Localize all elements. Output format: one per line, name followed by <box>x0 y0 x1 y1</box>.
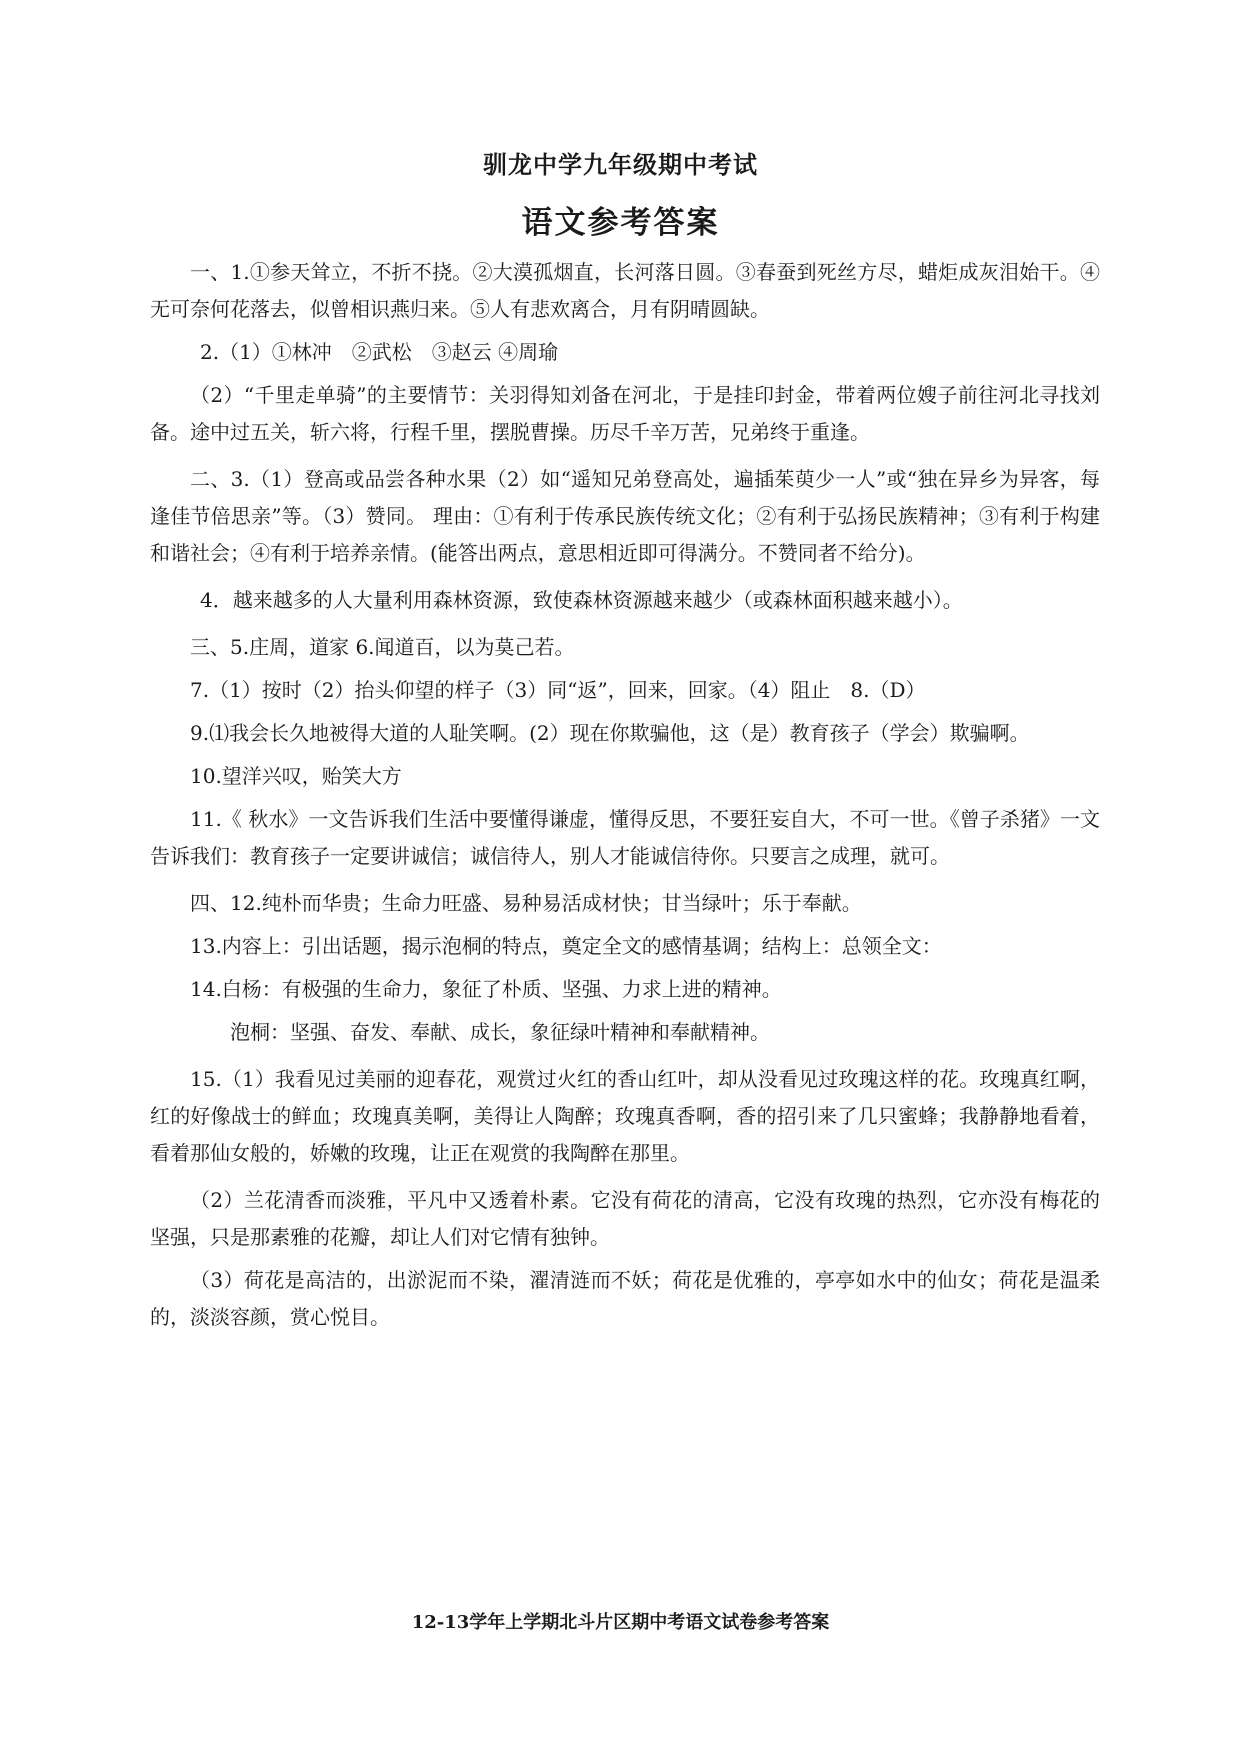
answer-paragraph-10: 11.《 秋水》一文告诉我们生活中要懂得谦虚，懂得反思，不要狂妄自大，不可一世。《曾子杀猪》一文告诉我们：教育孩子一定要讲诚信；诚信待人，别人才能诚信待你。只要言之成理，就可。 <box>150 807 1100 868</box>
answer-paragraph-13: 14.白杨：有极强的生命力，象征了朴质、坚强、力求上进的精神。 <box>190 977 782 1001</box>
answer-paragraph-15: 15.（1）我看见过美丽的迎春花，观赏过火红的香山红叶，却从没看见过玫瑰这样的花。玫瑰真红啊，红的好像战士的鲜血；玫瑰真美啊，美得让人陶醉；玫瑰真香啊，香的招引来了几只蜜蜂；我静静地看着，看着那仙女般的，娇嫩的玫瑰，让正在观赏的我陶醉在那里。 <box>150 1067 1100 1165</box>
answer-paragraph-5: 4．越来越多的人大量利用森林资源，致使森林资源越来越少（或森林面积越来越小）。 <box>200 588 963 612</box>
answer-paragraph-1: 一、1.①参天耸立，不折不挠。②大漠孤烟直，长河落日圆。③春蚕到死丝方尽，蜡炬成灰泪始干。④无可奈何花落去，似曾相识燕归来。⑤人有悲欢离合，月有阴晴圆缺。 <box>150 260 1100 321</box>
answer-paragraph-3: （2）“千里走单骑”的主要情节：关羽得知刘备在河北，于是挂印封金，带着两位嫂子前往河北寻找刘备。途中过五关，斩六将，行程千里，摆脱曹操。历尽千辛万苦，兄弟终于重逢。 <box>150 383 1100 444</box>
answer-paragraph-17: （3）荷花是高洁的，出淤泥而不染，濯清涟而不妖；荷花是优雅的，亭亭如水中的仙女；荷花是温柔的，淡淡容颜，赏心悦目。 <box>150 1268 1100 1329</box>
answer-paragraph-16: （2）兰花清香而淡雅，平凡中又透着朴素。它没有荷花的清高，它没有玫瑰的热烈，它亦没有梅花的坚强，只是那素雅的花瓣，却让人们对它情有独钟。 <box>150 1188 1100 1249</box>
document-subtitle: 语文参考答案 <box>521 205 720 241</box>
answer-paragraph-9: 10.望洋兴叹，贻笑大方 <box>190 764 402 788</box>
page-footer: 12-13学年上学期北斗片区期中考语文试卷参考答案 <box>411 1612 830 1633</box>
answer-paragraph-2: 2.（1）①林冲 ②武松 ③赵云 ④周瑜 <box>200 340 559 364</box>
answer-paragraph-11: 四、12.纯朴而华贵；生命力旺盛、易种易活成材快；甘当绿叶；乐于奉献。 <box>190 891 862 915</box>
answer-paragraph-8: 9.⑴我会长久地被得大道的人耻笑啊。(2）现在你欺骗他，这（是）教育孩子（学会）欺骗啊。 <box>190 721 1030 745</box>
answer-paragraph-6: 三、5.庄周，道家 6.闻道百，以为莫己若。 <box>190 635 575 659</box>
answer-paragraph-12: 13.内容上：引出话题，揭示泡桐的特点，奠定全文的感情基调；结构上：总领全文： <box>190 934 942 958</box>
answer-paragraph-14: 泡桐：坚强、奋发、奉献、成长，象征绿叶精神和奉献精神。 <box>230 1020 770 1044</box>
answer-paragraph-7: 7.（1）按时（2）抬头仰望的样子（3）同“返”，回来，回家。（4）阻止 8.（D） <box>190 678 926 702</box>
answer-paragraph-4: 二、3.（1）登高或品尝各种水果（2）如“遥知兄弟登高处，遍插茱萸少一人”或“独在异乡为异客，每逢佳节倍思亲”等。（3）赞同。 理由：①有利于传承民族传统文化；②有利于弘扬民族精神；③有利于构建和谐社会；④有利于培养亲情。(能答出两点，意思相近即可得满分。不赞同者不给分)。 <box>150 467 1100 565</box>
document-title: 驯龙中学九年级期中考试 <box>483 150 758 179</box>
answer-body <box>150 254 1100 1346</box>
